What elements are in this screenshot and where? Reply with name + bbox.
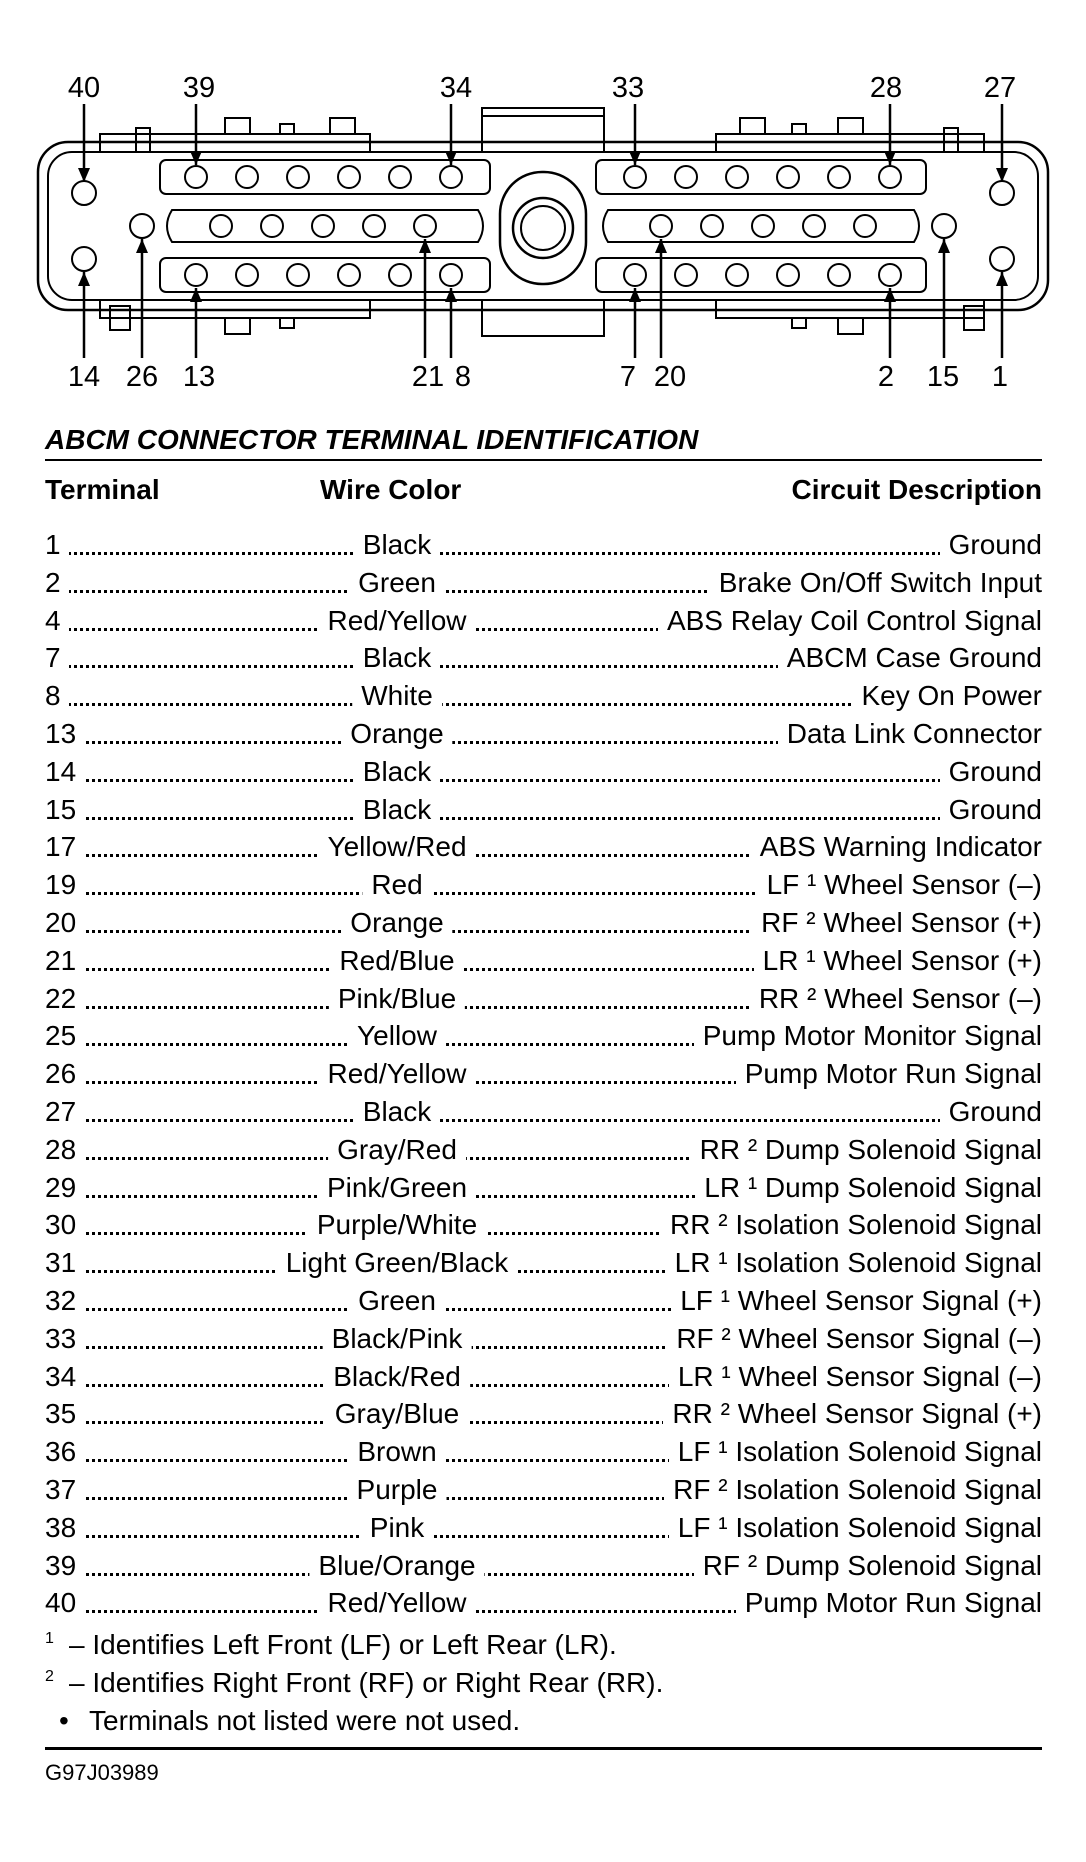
cell-wire-color: Orange: [341, 715, 452, 753]
cell-circuit-description: Ground: [940, 753, 1042, 791]
pin-cavity: [261, 215, 283, 237]
pin-cavity: [990, 181, 1014, 205]
cell-circuit-description: RR ² Wheel Sensor (–): [750, 980, 1042, 1018]
cell-circuit-description: Data Link Connector: [778, 715, 1042, 753]
pin-cavity: [726, 264, 748, 286]
table-row: [45, 1093, 1042, 1131]
pin-cavity: [624, 264, 646, 286]
footnote-text-2: – Identifies Right Front (RF) or Right Rear (RR).: [69, 1667, 664, 1698]
table-row: [45, 1395, 1042, 1433]
cell-circuit-description: LF ¹ Isolation Solenoid Signal: [669, 1433, 1042, 1471]
pin-label-top: 33: [611, 72, 645, 104]
table-row: [45, 1433, 1042, 1471]
cell-terminal: 38: [45, 1509, 84, 1547]
table-row: [45, 526, 1042, 564]
pin-label-top: 40: [67, 72, 101, 104]
pin-label-bottom: 1: [991, 361, 1009, 393]
cell-terminal: 39: [45, 1547, 84, 1585]
pin-cavity: [828, 264, 850, 286]
pin-cavity: [338, 264, 360, 286]
cell-wire-color: Red/Yellow: [318, 1055, 475, 1093]
connector-drawing: [0, 0, 1086, 420]
cell-circuit-description: ABS Warning Indicator: [751, 828, 1042, 866]
cell-terminal: 27: [45, 1093, 84, 1131]
cell-wire-color: Pink/Blue: [329, 980, 465, 1018]
cell-terminal: 13: [45, 715, 84, 753]
cell-wire-color: Pink/Green: [318, 1169, 476, 1207]
cell-wire-color: Purple/White: [308, 1206, 486, 1244]
cell-wire-color: Red/Yellow: [318, 1584, 475, 1622]
cell-terminal: 37: [45, 1471, 84, 1509]
cell-terminal: 35: [45, 1395, 84, 1433]
cell-terminal: 4: [45, 602, 69, 640]
pin-cavity: [72, 181, 96, 205]
pin-cavity: [828, 166, 850, 188]
cell-circuit-description: RF ² Isolation Solenoid Signal: [664, 1471, 1042, 1509]
cell-circuit-description: LF ¹ Wheel Sensor Signal (+): [671, 1282, 1042, 1320]
pin-cavity: [879, 264, 901, 286]
pin-label-bottom: 20: [653, 361, 687, 393]
cell-terminal: 26: [45, 1055, 84, 1093]
cell-terminal: 32: [45, 1282, 84, 1320]
pin-cavity: [363, 215, 385, 237]
cell-terminal: 25: [45, 1017, 84, 1055]
table-row: [45, 753, 1042, 791]
cell-circuit-description: LR ¹ Isolation Solenoid Signal: [666, 1244, 1042, 1282]
cell-wire-color: Black: [354, 1093, 440, 1131]
bullet-icon: •: [59, 1705, 69, 1736]
pin-cavity: [726, 166, 748, 188]
cell-terminal: 7: [45, 639, 69, 677]
pin-cavity: [236, 264, 258, 286]
pin-cavity: [414, 215, 436, 237]
cell-terminal: 36: [45, 1433, 84, 1471]
callout-arrowhead: [996, 168, 1008, 182]
table-row: [45, 639, 1042, 677]
cell-circuit-description: LF ¹ Wheel Sensor (–): [758, 866, 1042, 904]
pin-label-bottom: 21: [411, 361, 445, 393]
cell-wire-color: Brown: [348, 1433, 445, 1471]
pin-cavity: [72, 247, 96, 271]
callout-arrowhead: [78, 168, 90, 182]
cell-circuit-description: RF ² Dump Solenoid Signal: [694, 1547, 1042, 1585]
cell-terminal: 22: [45, 980, 84, 1018]
figure-id: G97J03989: [45, 1760, 159, 1785]
cell-circuit-description: Ground: [940, 1093, 1042, 1131]
table-row: [45, 602, 1042, 640]
table-row: [45, 1055, 1042, 1093]
leader-dots: [45, 552, 1042, 555]
pin-cavity: [803, 215, 825, 237]
cell-wire-color: Black: [354, 639, 440, 677]
table-row: [45, 1206, 1042, 1244]
header-circuit-description: Circuit Description: [791, 474, 1042, 505]
callout-arrowhead: [996, 272, 1008, 286]
cell-circuit-description: LR ¹ Wheel Sensor (+): [754, 942, 1042, 980]
pin-label-bottom: 15: [926, 361, 960, 393]
table-row: [45, 1471, 1042, 1509]
cell-terminal: 29: [45, 1169, 84, 1207]
cell-terminal: 30: [45, 1206, 84, 1244]
header-terminal: Terminal: [45, 474, 160, 505]
cell-wire-color: Yellow/Red: [318, 828, 475, 866]
pin-label-top: 27: [983, 72, 1017, 104]
leader-dots: [45, 817, 1042, 820]
title-underline: [45, 459, 1042, 461]
cell-wire-color: Black/Red: [324, 1358, 470, 1396]
callout-arrowhead: [445, 151, 457, 165]
pin-cavity: [338, 166, 360, 188]
table-row: [45, 791, 1042, 829]
leader-dots: [45, 1119, 1042, 1122]
callout-arrowhead: [445, 288, 457, 302]
pin-cavity: [130, 214, 154, 238]
cell-wire-color: Gray/Red: [328, 1131, 466, 1169]
connector-diagram: [0, 0, 1086, 420]
table-row: [45, 828, 1042, 866]
footnote-mark-2: 2: [45, 1668, 54, 1685]
pin-label-top: 34: [439, 72, 473, 104]
cell-circuit-description: Ground: [940, 791, 1042, 829]
cell-wire-color: Red/Blue: [330, 942, 463, 980]
cell-circuit-description: RR ² Dump Solenoid Signal: [691, 1131, 1042, 1169]
table-row: [45, 715, 1042, 753]
callout-arrowhead: [629, 151, 641, 165]
pin-cavity: [440, 166, 462, 188]
pin-label-bottom: 13: [182, 361, 216, 393]
table-row: [45, 1131, 1042, 1169]
pin-label-bottom: 26: [125, 361, 159, 393]
pin-cavity: [675, 264, 697, 286]
table-row: [45, 1320, 1042, 1358]
callout-arrowhead: [190, 288, 202, 302]
pin-cavity: [777, 166, 799, 188]
cell-circuit-description: Pump Motor Monitor Signal: [694, 1017, 1042, 1055]
table-title: ABCM CONNECTOR TERMINAL IDENTIFICATION: [45, 424, 699, 455]
callout-arrowhead: [78, 272, 90, 286]
pin-cavity: [236, 166, 258, 188]
cell-circuit-description: Brake On/Off Switch Input: [710, 564, 1042, 602]
pin-cavity: [287, 264, 309, 286]
table-row: [45, 1169, 1042, 1207]
cell-wire-color: Yellow: [348, 1017, 446, 1055]
cell-terminal: 8: [45, 677, 69, 715]
table-row: [45, 1584, 1042, 1622]
callout-arrowhead: [190, 151, 202, 165]
cell-circuit-description: LR ¹ Dump Solenoid Signal: [695, 1169, 1042, 1207]
pin-cavity: [185, 166, 207, 188]
callout-arrowhead: [629, 288, 641, 302]
callout-arrowhead: [136, 239, 148, 253]
table-row: [45, 980, 1042, 1018]
table-row: [45, 942, 1042, 980]
header-wire-color: Wire Color: [320, 474, 462, 505]
cell-wire-color: Orange: [341, 904, 452, 942]
pin-cavity: [752, 215, 774, 237]
cell-circuit-description: Pump Motor Run Signal: [736, 1055, 1042, 1093]
pin-cavity: [879, 166, 901, 188]
cell-wire-color: Black/Pink: [323, 1320, 472, 1358]
pin-cavity: [854, 215, 876, 237]
pin-cavity: [990, 247, 1014, 271]
cell-circuit-description: LF ¹ Isolation Solenoid Signal: [669, 1509, 1042, 1547]
table-row: [45, 1358, 1042, 1396]
cell-wire-color: Pink: [361, 1509, 433, 1547]
pin-cavity: [624, 166, 646, 188]
cell-wire-color: Red/Yellow: [318, 602, 475, 640]
cell-terminal: 17: [45, 828, 84, 866]
pin-cavity: [389, 264, 411, 286]
table-row: [45, 904, 1042, 942]
cell-circuit-description: RF ² Wheel Sensor Signal (–): [667, 1320, 1042, 1358]
pin-cavity: [185, 264, 207, 286]
footnote-text-1: – Identifies Left Front (LF) or Left Rear (LR).: [69, 1629, 617, 1660]
cell-circuit-description: RR ² Wheel Sensor Signal (+): [663, 1395, 1042, 1433]
table-row: [45, 1282, 1042, 1320]
cell-terminal: 20: [45, 904, 84, 942]
pin-label-bottom: 7: [619, 361, 637, 393]
cell-wire-color: Black: [354, 526, 440, 564]
table-row: [45, 1509, 1042, 1547]
table-row: [45, 866, 1042, 904]
cell-wire-color: White: [352, 677, 442, 715]
cell-terminal: 34: [45, 1358, 84, 1396]
cell-terminal: 21: [45, 942, 84, 980]
terminal-table: [45, 526, 1042, 1622]
pin-cavity: [287, 166, 309, 188]
footnote-mark-1: 1: [45, 1630, 54, 1647]
cell-wire-color: Gray/Blue: [326, 1395, 469, 1433]
cell-wire-color: Light Green/Black: [277, 1244, 518, 1282]
pin-label-top: 28: [869, 72, 903, 104]
cell-terminal: 31: [45, 1244, 84, 1282]
callout-arrowhead: [884, 151, 896, 165]
cell-wire-color: Green: [349, 1282, 445, 1320]
cell-circuit-description: Pump Motor Run Signal: [736, 1584, 1042, 1622]
callout-arrowhead: [884, 288, 896, 302]
pin-cavity: [312, 215, 334, 237]
cell-wire-color: Black: [354, 791, 440, 829]
cell-circuit-description: ABCM Case Ground: [778, 639, 1042, 677]
cell-terminal: 19: [45, 866, 84, 904]
table-row: [45, 1017, 1042, 1055]
cell-terminal: 28: [45, 1131, 84, 1169]
table-row: [45, 1244, 1042, 1282]
cell-terminal: 14: [45, 753, 84, 791]
pin-cavity: [210, 215, 232, 237]
pin-cavity: [389, 166, 411, 188]
bottom-rule: [45, 1747, 1042, 1750]
cell-circuit-description: Ground: [940, 526, 1042, 564]
pin-cavity: [675, 166, 697, 188]
table-row: [45, 677, 1042, 715]
cell-terminal: 33: [45, 1320, 84, 1358]
pin-label-top: 39: [182, 72, 216, 104]
pin-label-bottom: 8: [454, 361, 472, 393]
leader-dots: [45, 779, 1042, 782]
footnote-text-3: Terminals not listed were not used.: [89, 1705, 521, 1736]
pin-cavity: [701, 215, 723, 237]
pin-cavity: [650, 215, 672, 237]
cell-wire-color: Red: [362, 866, 431, 904]
pin-cavity: [777, 264, 799, 286]
cell-terminal: 2: [45, 564, 69, 602]
cell-wire-color: Blue/Orange: [309, 1547, 484, 1585]
connector-pins: [72, 166, 1014, 286]
table-row: [45, 564, 1042, 602]
cell-terminal: 40: [45, 1584, 84, 1622]
pin-label-bottom: 14: [67, 361, 101, 393]
cell-circuit-description: Key On Power: [852, 677, 1042, 715]
cell-terminal: 1: [45, 526, 69, 564]
cell-wire-color: Green: [349, 564, 445, 602]
cell-terminal: 15: [45, 791, 84, 829]
cell-circuit-description: RR ² Isolation Solenoid Signal: [661, 1206, 1042, 1244]
callout-arrowhead: [938, 239, 950, 253]
cell-wire-color: Black: [354, 753, 440, 791]
pin-cavity: [440, 264, 462, 286]
pin-label-bottom: 2: [877, 361, 895, 393]
cell-wire-color: Purple: [348, 1471, 447, 1509]
cell-circuit-description: LR ¹ Wheel Sensor Signal (–): [669, 1358, 1042, 1396]
table-row: [45, 1547, 1042, 1585]
cell-circuit-description: ABS Relay Coil Control Signal: [658, 602, 1042, 640]
cell-circuit-description: RF ² Wheel Sensor (+): [752, 904, 1042, 942]
pin-cavity: [932, 214, 956, 238]
